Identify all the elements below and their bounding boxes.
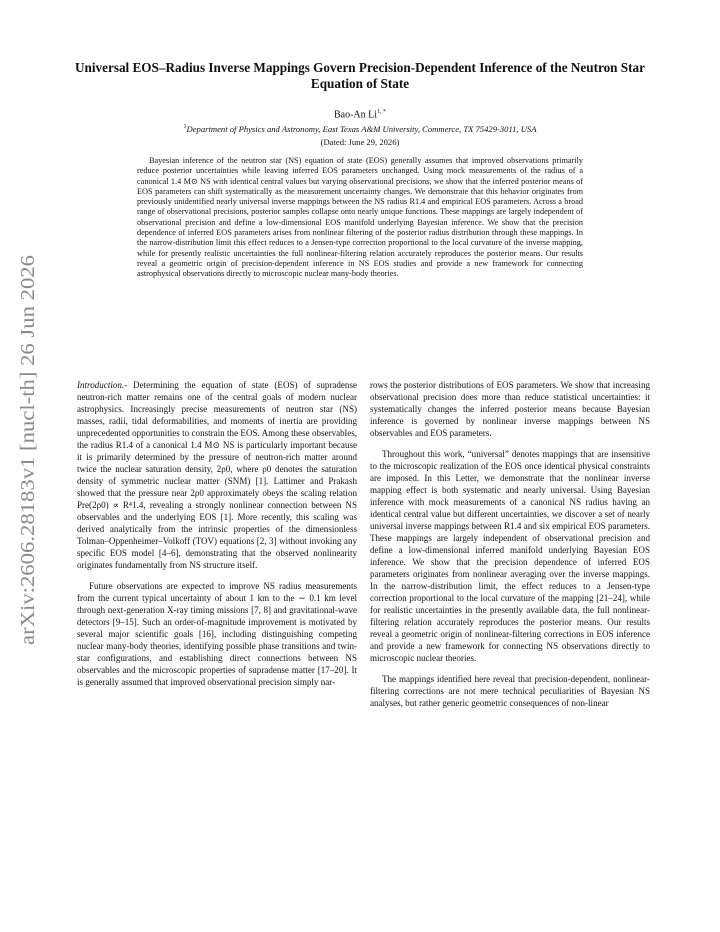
left-column <box>77 379 357 697</box>
affiliation-superscript: 1 <box>183 124 187 131</box>
paragraph-text: Determining the equation of state (EOS) of supradense neutron-rich matter remains one of the central goals of modern nuclear astrophysics. Increasingly precise measurements of neutron star (NS) masses, radii, tidal deformabilities, and moments of inertia are providing unprecedented opportunities to constrain the EOS. Among these observables, the radius R1.4 of a canonical 1.4 M⊙ NS is particularly important because it is primarily determined by the pressure of neutron-rich matter around twice the nuclear saturation density, 2ρ0, where ρ0 denotes the saturation density of symmetric nuclear matter (SNM) [1]. Lattimer and Prakash showed that the pressure near 2ρ0 approximately obeys the scaling relation Pre(2ρ0) ∝ R⁴1.4, revealing a strongly nonlinear connection between NS observables and the underlying EOS [1]. More recently, this scaling was derived analytically from the intrinsic properties of the dimensionless Tolman–Oppenheimer–Volkoff (TOV) equations [2, 3] without invoking any specific EOS model [4–6], demonstrating that the observed nonlinearity originates fundamentally from NS structure itself. <box>77 380 357 570</box>
paragraph-universal: Throughout this work, “universal” denotes mappings that are insensitive to the microscopic realization of the EOS once identical physical constraints are imposed. In this Letter, we demonstrate that the nonlinear inverse mapping effect is both systematic and nearly universal. Using Bayesian inference with mock measurements of a canonical NS radius having an identical central value but different uncertainties, we discover a set of nearly universal inverse mappings between R1.4 and six empirical EOS parameters. These mappings are largely independent of observational precision and define a low-dimensional inferred manifold underlying Bayesian EOS inference. We show that the precision dependence of inferred EOS parameters originates from nonlinear averaging over the inverse mappings. In the narrow-distribution limit, the effect reduces to a Jensen-type correction proportional to the local curvature of the mapping [21–24], while for realistic uncertainties in the presently available data, the full nonlinear-filtering relation accurately reproduces the posterior means. Our results reveal a geometric origin of nonlinear-filtering corrections in EOS inference and provide a new framework for connecting NS observations directly to microscopic nuclear theories. <box>370 449 650 663</box>
right-column <box>370 379 650 718</box>
paper-title: Universal EOS–Radius Inverse Mappings Govern Precision-Dependent Inference of the Neutron Star Equation of State <box>75 60 645 91</box>
arxiv-identifier <box>6 250 46 650</box>
paragraph-intro <box>77 379 357 571</box>
affiliation: Department of Physics and Astronomy, East Texas A&M University, Commerce, TX 75429-3011, USA <box>186 124 537 134</box>
author-superscript: 1, * <box>377 109 387 115</box>
abstract <box>137 156 583 280</box>
paragraph-future-observations: Future observations are expected to improve NS radius measurements from the current typical uncertainty of about 1 km to the ∼ 0.1 km level through next-generation X-ray timing missions [7, 8] and gravitational-wave detectors [9–15]. Such an order-of-magnitude improvement is motivated by several major scientific goals [16], including distinguishing competing nuclear many-body theories, identifying possible phase transitions and twin-star configurations, and establishing direct connections between NS observables and the microscopic properties of supradense matter [17–20]. It is generally assumed that improved observational precision simply nar- <box>77 581 357 687</box>
affiliation-line <box>0 124 720 134</box>
abstract-text: Bayesian inference of the neutron star (NS) equation of state (EOS) generally assumes that improved observations primarily reduce posterior uncertainties while leaving inferred EOS parameters unchanged. Using mock measurements of the radius of a canonical 1.4 M⊙ NS with identical central values but varying observational precisions, we show that the inferred posterior means of EOS parameters can shift systematically as the measurement uncertainty changes. We demonstrate that this behavior originates from previously unidentified nearly universal inverse mappings between the NS radius R1.4 and empirical EOS parameters. Across a broad range of observational precisions, posterior samples collapse onto nearly unique functions. These mappings are largely independent of observational precision and define a low-dimensional EOS manifold underlying Bayesian inference. We show that the precision dependence of inferred EOS parameters arises from nonlinear filtering of the posterior radius distribution through these mappings. In the narrow-distribution limit this effect reduces to a Jensen-type correction proportional to the local curvature of the inverse mapping, while for presently realistic uncertainties the full nonlinear-filtering relation accurately reproduces the posterior means. Our results reveal a geometric origin of precision-dependent inference in NS EOS studies and provide a new framework for connecting astrophysical observations directly to microscopic nuclear many-body theories. <box>137 156 583 279</box>
intro-label: Introduction.- <box>77 380 128 390</box>
author-name: Bao-An Li <box>333 109 378 121</box>
dated-line: (Dated: June 29, 2026) <box>320 137 400 147</box>
paragraph-mappings: The mappings identified here reveal that precision-dependent, nonlinear-filtering corrections are not mere technical peculiarities of Bayesian NS analyses, but rather generic geometric consequences of non-linear <box>370 674 650 708</box>
paragraph-continuation: rows the posterior distributions of EOS parameters. We show that increasing observational precision does more than reduce statistical uncertainties: it systematically changes the inferred posterior means because Bayesian inference is governed by nonlinear inverse mappings between NS observables and EOS parameters. <box>370 380 650 438</box>
arxiv-id-text: arXiv:2606.28183v1 [nucl-th] 26 Jun 2026 <box>18 309 39 645</box>
author-line <box>0 109 720 120</box>
